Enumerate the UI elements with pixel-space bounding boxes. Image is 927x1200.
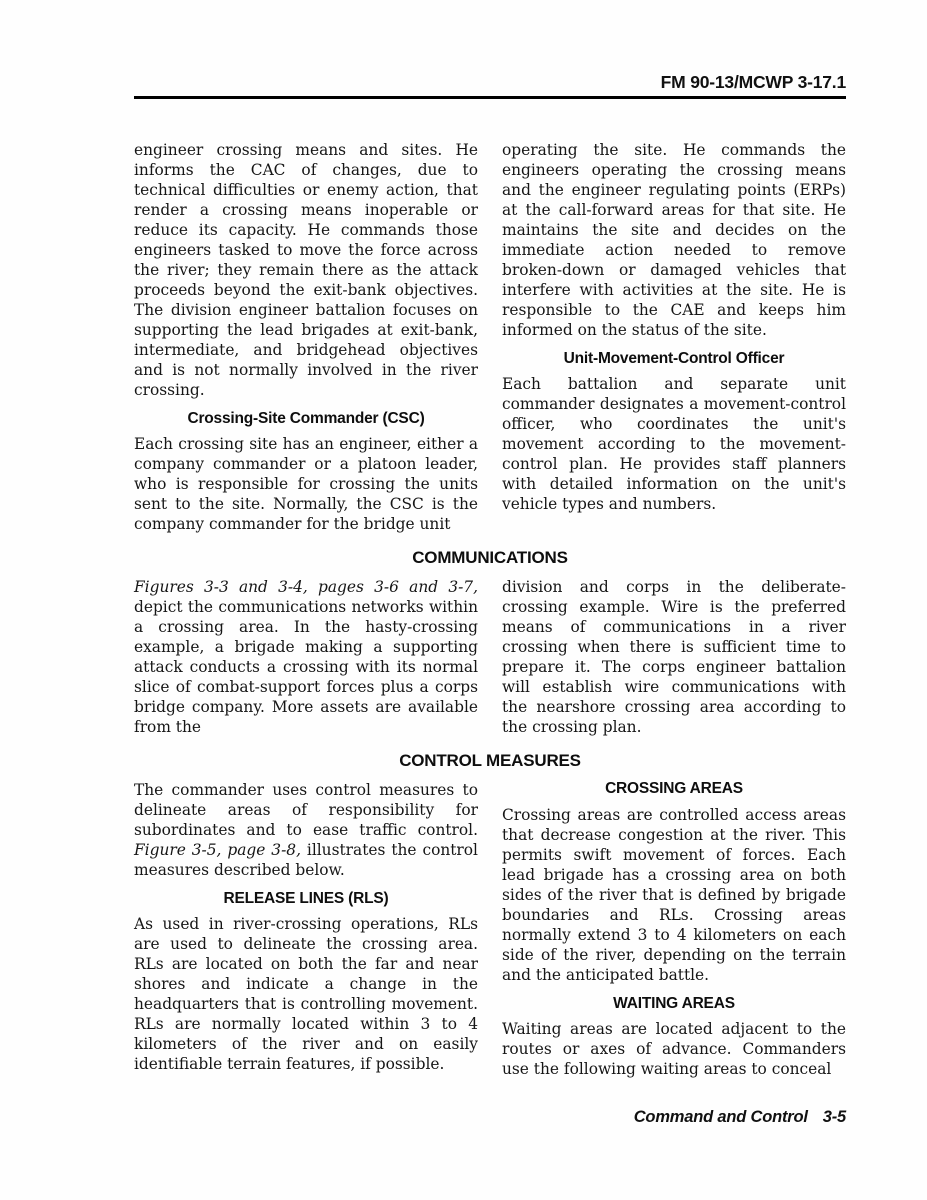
top-right-column — [502, 140, 846, 534]
control-measures-columns — [134, 780, 846, 1079]
crossing-site-commander-paragraph: Each crossing site has an engineer, either a company commander or a platoon leader, who is responsible for crossing the units sent to the site. Normally, the CSC is the company commander for the bridge unit — [134, 435, 478, 533]
unit-movement-control-officer-heading: Unit-Movement-Control Officer — [563, 350, 785, 367]
crossing-areas-heading: CROSSING AREAS — [605, 780, 743, 797]
page-content — [134, 140, 846, 1079]
communications-columns — [134, 577, 846, 737]
release-lines-paragraph: As used in river-crossing operations, RLs are used to delineate the crossing area. RLs are located on both the far and near shores and indicate a change in the headquarters that is controlling movement. RLs are normally located within 3 to 4 kilometers of the river and on easily identifiable terrain features, if possible. — [134, 915, 478, 1073]
site-commander-continuation-paragraph: operating the site. He commands the engineers operating the crossing means and the engineer regulating points (ERPs) at the call-forward areas for that site. He maintains the site and decides on the immediate action needed to remove broken-down or damaged vehicles that interfere with activities at the site. He is responsible to the CAE and keeps him informed on the status of the site. — [502, 141, 846, 339]
control-measures-heading: CONTROL MEASURES — [399, 751, 581, 770]
release-lines-heading: RELEASE LINES (RLS) — [223, 890, 389, 907]
control-measures-intro-after: illustrates the control measures described below. — [134, 841, 478, 879]
communications-right-column — [502, 577, 846, 737]
page-footer — [634, 1108, 846, 1127]
header-rule — [134, 96, 846, 99]
control-measures-intro-before: The commander uses control measures to delineate areas of responsibility for subordinates and to ease traffic control. — [134, 781, 478, 839]
header-doc-id: FM 90-13/MCWP 3-17.1 — [660, 72, 846, 92]
footer-page-number: 3-5 — [822, 1108, 846, 1126]
top-columns — [134, 140, 846, 534]
waiting-areas-heading: WAITING AREAS — [613, 995, 735, 1012]
communications-left-text: depict the communications networks within a crossing area. In the hasty-crossing example, a brigade making a supporting attack conducts a crossing with its normal slice of combat-support forces plus a corps bridge company. More assets are available from the — [134, 598, 478, 736]
figure-citation-3-3-3-4: Figures 3-3 and 3-4, pages 3-6 and 3-7, — [134, 578, 478, 596]
top-left-column — [134, 140, 478, 534]
figure-citation-3-5: Figure 3-5, page 3-8, — [134, 841, 301, 859]
unit-movement-control-officer-paragraph: Each battalion and separate unit commander designates a movement-control officer, who coordinates the unit's movement according to the movement-control plan. He provides staff planners with detailed information on the unit's vehicle types and numbers. — [502, 375, 846, 513]
control-measures-right-column — [502, 780, 846, 1079]
waiting-areas-paragraph: Waiting areas are located adjacent to the routes or axes of advance. Commanders use the following waiting areas to conceal — [502, 1020, 846, 1078]
communications-right-paragraph: division and corps in the deliberate-crossing example. Wire is the preferred means of communications in a river crossing when there is sufficient time to prepare it. The corps engineer battalion will establish wire communications with the nearshore crossing area according to the crossing plan. — [502, 578, 846, 736]
communications-left-paragraph — [134, 577, 478, 737]
control-measures-intro-paragraph — [134, 780, 478, 880]
intro-continuation-paragraph: engineer crossing means and sites. He informs the CAC of changes, due to technical difficulties or enemy action, that render a crossing means inoperable or reduce its capacity. He commands those engineers tasked to move the force across the river; they remain there as the attack proceeds beyond the exit-bank objectives. The division engineer battalion focuses on supporting the lead brigades at exit-bank, intermediate, and bridgehead objectives and is not normally involved in the river crossing. — [134, 141, 478, 399]
communications-heading: COMMUNICATIONS — [412, 548, 568, 567]
footer-chapter-title: Command and Control — [633, 1108, 808, 1126]
crossing-areas-paragraph: Crossing areas are controlled access areas that decrease congestion at the river. This permits swift movement of forces. Each lead brigade has a crossing area on both sides of the river that is defined by brigade boundaries and RLs. Crossing areas normally extend 3 to 4 kilometers on each side of the river, depending on the terrain and the anticipated battle. — [502, 806, 846, 984]
crossing-site-commander-heading: Crossing-Site Commander (CSC) — [187, 410, 425, 427]
control-measures-left-column — [134, 780, 478, 1079]
communications-left-column — [134, 577, 478, 737]
